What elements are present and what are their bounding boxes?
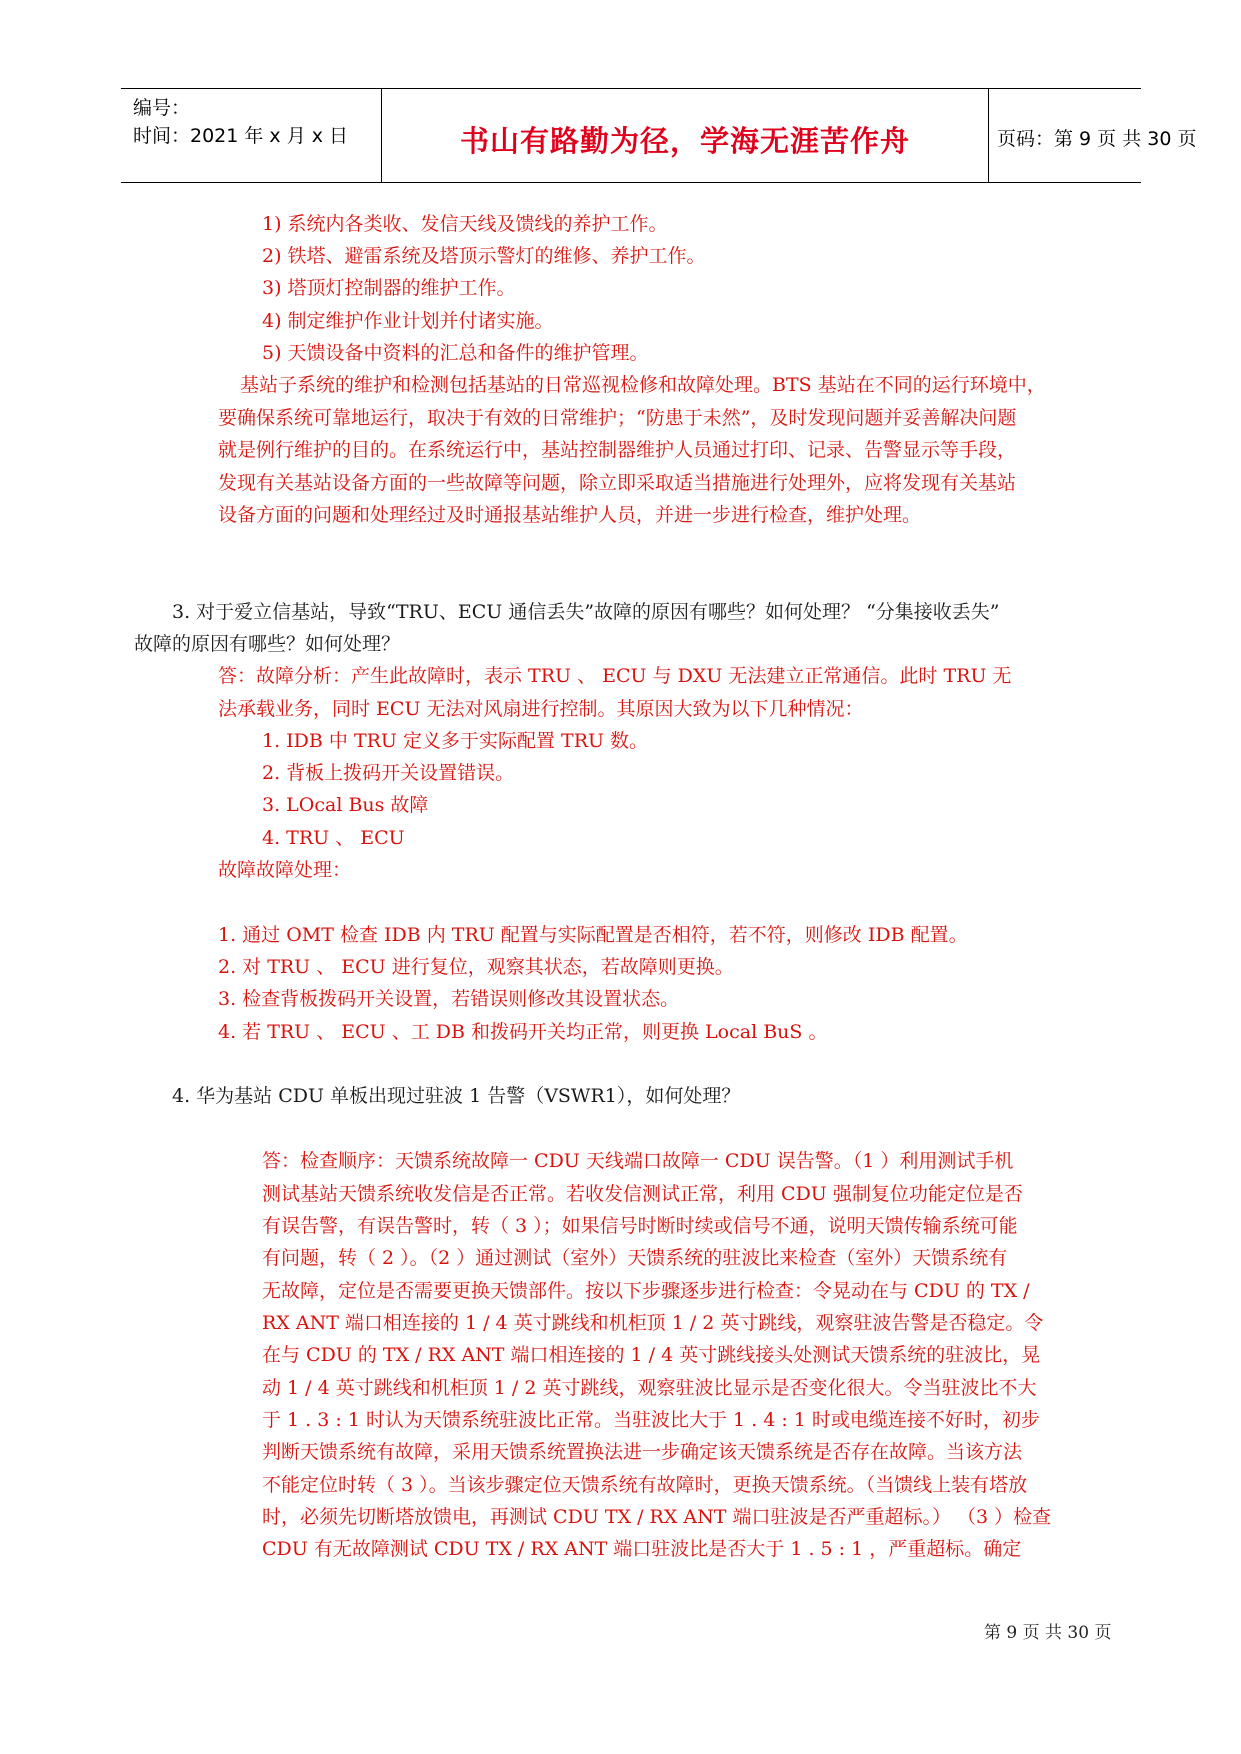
answer-line: 测试基站天馈系统收发信是否正常。若收发信测试正常，利用 CDU 强制复位功能定位是否 bbox=[262, 1183, 1023, 1205]
cause-item: 1. IDB 中 TRU 定义多于实际配置 TRU 数。 bbox=[262, 730, 649, 752]
paragraph-line: 发现有关基站设备方面的一些故障等问题，除立即采取适当措施进行处理外，应将发现有关基站 bbox=[218, 472, 1017, 494]
answer-line: 有问题，转（ 2 ）。（2 ）通过测试（室外）天馈系统的驻波比来检查（室外）天馈系统有 bbox=[262, 1247, 1008, 1269]
list-item: 1) 系统内各类收、发信天线及馈线的养护工作。 bbox=[262, 213, 668, 235]
answer-line: 时，必须先切断塔放馈电，再测试 CDU TX / RX ANT 端口驻波是否严重超标。） （3 ）检查 bbox=[262, 1506, 1052, 1528]
handling-title: 故障故障处理： bbox=[218, 859, 352, 881]
header-motto: 书山有路勤为径，学海无涯苦作舟 bbox=[459, 124, 910, 158]
paragraph-line: 要确保系统可靠地运行，取决于有效的日常维护；“防患于未然”，及时发现问题并妥善解决问题 bbox=[218, 407, 1017, 429]
list-item: 2) 铁塔、避雷系统及塔顶示警灯的维修、养护工作。 bbox=[262, 245, 706, 267]
handling-item: 2. 对 TRU 、 ECU 进行复位，观察其状态，若故障则更换。 bbox=[218, 956, 734, 978]
answer-line: 无故障，定位是否需要更换天馈部件。按以下步骤逐步进行检查：令晃动在与 CDU 的 TX / bbox=[262, 1280, 1030, 1302]
page-header bbox=[121, 88, 1197, 183]
paragraph-line: 基站子系统的维护和检测包括基站的日常巡视检修和故障处理。BTS 基站在不同的运行环境中， bbox=[240, 374, 1046, 396]
handling-item: 4. 若 TRU 、 ECU 、工 DB 和拨码开关均正常，则更换 Local BuS 。 bbox=[218, 1021, 828, 1043]
question-text: 4. 华为基站 CDU 单板出现过驻波 1 告警（VSWR1），如何处理？ bbox=[172, 1085, 741, 1107]
answer-line: RX ANT 端口相连接的 1 / 4 英寸跳线和机柜顶 1 / 2 英寸跳线，观察驻波告警是否稳定。令 bbox=[262, 1312, 1044, 1334]
answer-line: 答：故障分析：产生此故障时，表示 TRU 、 ECU 与 DXU 无法建立正常通信。此时 TRU 无 bbox=[218, 665, 1012, 687]
document-time-label: 时间：2021 年 x 月 x 日 bbox=[133, 125, 349, 147]
list-item: 4) 制定维护作业计划并付诸实施。 bbox=[262, 310, 554, 332]
handling-item: 1. 通过 OMT 检查 IDB 内 TRU 配置与实际配置是否相符，若不符，则修改 IDB 配置。 bbox=[218, 924, 968, 946]
document-code-label: 编号： bbox=[133, 97, 191, 119]
answer-line: 法承载业务，同时 ECU 无法对风扇进行控制。其原因大致为以下几种情况： bbox=[218, 698, 864, 720]
answer-line: 有误告警，有误告警时，转（ 3 ）；如果信号时断时续或信号不通，说明天馈传输系统可能 bbox=[262, 1215, 1018, 1237]
question-text: 故障的原因有哪些？如何处理？ bbox=[134, 633, 401, 655]
header-page-number: 页码：第 9 页 共 30 页 bbox=[997, 128, 1197, 150]
answer-line: 答：检查顺序：天馈系统故障一 CDU 天线端口故障一 CDU 误告警。（1 ）利用测试手机 bbox=[262, 1150, 1014, 1172]
answer-line: 在与 CDU 的 TX / RX ANT 端口相连接的 1 / 4 英寸跳线接头处测试天馈系统的驻波比，晃 bbox=[262, 1344, 1041, 1366]
answer-line: CDU 有无故障测试 CDU TX / RX ANT 端口驻波比是否大于 1 . 5 : 1 ，严重超标。确定 bbox=[262, 1538, 1022, 1560]
question-text: 3. 对于爱立信基站，导致“TRU、ECU 通信丢失”故障的原因有哪些？如何处理？ “分集接收丢失” bbox=[172, 601, 1000, 623]
header-left-cell bbox=[133, 89, 383, 182]
header-right-cell bbox=[997, 89, 1197, 182]
paragraph-line: 设备方面的问题和处理经过及时通报基站维护人员，并进一步进行检查，维护处理。 bbox=[218, 504, 922, 526]
list-item: 5) 天馈设备中资料的汇总和备件的维护管理。 bbox=[262, 342, 649, 364]
cause-item: 3. LOcal Bus 故障 bbox=[262, 794, 429, 816]
handling-item: 3. 检查背板拨码开关设置，若错误则修改其设置状态。 bbox=[218, 988, 680, 1010]
answer-line: 判断天馈系统有故障，采用天馈系统置换法进一步确定该天馈系统是否存在故障。当该方法 bbox=[262, 1441, 1023, 1463]
cause-item: 4. TRU 、 ECU bbox=[262, 827, 405, 849]
answer-line: 于 1 . 3 : 1 时认为天馈系统驻波比正常。当驻波比大于 1 . 4 : 1 时或电缆连接不好时，初步 bbox=[262, 1409, 1040, 1431]
header-middle-cell bbox=[381, 89, 989, 182]
answer-line: 不能定位时转（ 3 ）。当该步骤定位天馈系统有故障时，更换天馈系统。（当馈线上装有塔放 bbox=[262, 1474, 1028, 1496]
footer-page-number: 第 9 页 共 30 页 bbox=[984, 1623, 1112, 1643]
list-item: 3) 塔顶灯控制器的维护工作。 bbox=[262, 277, 516, 299]
paragraph-line: 就是例行维护的目的。在系统运行中，基站控制器维护人员通过打印、记录、告警显示等手段， bbox=[218, 439, 1017, 461]
answer-line: 动 1 / 4 英寸跳线和机柜顶 1 / 2 英寸跳线，观察驻波比显示是否变化很大。令当驻波比不大 bbox=[262, 1377, 1037, 1399]
cause-item: 2. 背板上拨码开关设置错误。 bbox=[262, 762, 515, 784]
